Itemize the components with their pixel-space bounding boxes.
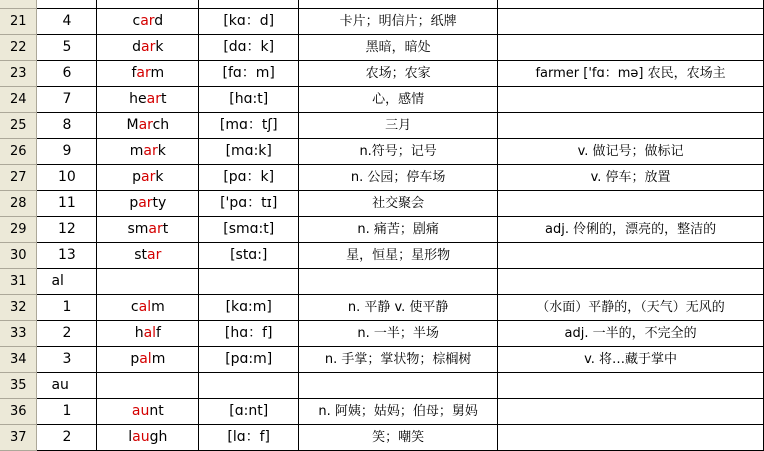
word-cell[interactable] — [97, 60, 199, 86]
row-header[interactable]: 34 — [0, 346, 37, 372]
cell[interactable] — [97, 0, 199, 8]
word-suffix: t — [162, 220, 169, 237]
group-cell[interactable]: al — [37, 268, 97, 294]
word-cell[interactable] — [97, 8, 199, 34]
table-row — [0, 242, 764, 268]
meaning-cell[interactable]: n. 痛苦；剧痛 — [299, 216, 498, 242]
word-suffix: ch — [152, 116, 170, 133]
extra-cell[interactable]: v. 做记号；做标记 — [498, 138, 764, 164]
word-cell[interactable] — [97, 190, 199, 216]
table-row — [0, 60, 764, 86]
number-cell[interactable]: 3 — [37, 346, 97, 372]
row-header[interactable]: 24 — [0, 86, 37, 112]
meaning-cell[interactable]: 三月 — [299, 112, 498, 138]
phonetic-cell[interactable]: [stɑ:] — [199, 242, 299, 268]
word-highlight: ar — [138, 116, 153, 133]
cell[interactable] — [498, 372, 764, 398]
word-highlight: al — [139, 350, 152, 367]
extra-cell[interactable]: adj. 一半的，不完全的 — [498, 320, 764, 346]
extra-cell[interactable] — [498, 86, 764, 112]
word-suffix: m — [151, 298, 165, 315]
row-header[interactable]: 26 — [0, 138, 37, 164]
meaning-cell[interactable]: 心，感情 — [299, 86, 498, 112]
word-cell[interactable] — [97, 424, 199, 450]
word-cell[interactable] — [97, 398, 199, 424]
number-cell[interactable]: 6 — [37, 60, 97, 86]
table-row — [0, 190, 764, 216]
extra-cell[interactable]: adj. 伶俐的，漂亮的，整洁的 — [498, 216, 764, 242]
table-row — [0, 268, 764, 294]
word-cell[interactable] — [97, 164, 199, 190]
word-cell[interactable] — [97, 138, 199, 164]
phonetic-cell[interactable]: [pɑ：k] — [199, 164, 299, 190]
word-prefix: f — [131, 64, 137, 81]
number-cell[interactable]: 1 — [37, 294, 97, 320]
phonetic-cell[interactable]: [ɑ:nt] — [199, 398, 299, 424]
cell[interactable] — [299, 372, 498, 398]
number-cell[interactable]: 5 — [37, 34, 97, 60]
number-cell[interactable]: 11 — [37, 190, 97, 216]
phonetic-cell[interactable]: [hɑ:t] — [199, 86, 299, 112]
extra-cell[interactable] — [498, 242, 764, 268]
word-suffix: ty — [152, 194, 167, 211]
cell[interactable] — [199, 0, 299, 8]
phonetic-cell[interactable]: [lɑ：f] — [199, 424, 299, 450]
word-prefix: st — [134, 246, 148, 263]
number-cell[interactable]: 13 — [37, 242, 97, 268]
extra-cell[interactable]: （水面）平静的，（天气）无风的 — [498, 294, 764, 320]
table-row — [0, 8, 764, 34]
phonetic-cell[interactable]: [mɑ:k] — [199, 138, 299, 164]
row-header[interactable]: 29 — [0, 216, 37, 242]
word-suffix: d — [154, 12, 164, 29]
cell[interactable] — [97, 372, 199, 398]
word-suffix: nt — [149, 402, 164, 419]
partial-row-top — [0, 0, 764, 8]
cell[interactable] — [97, 268, 199, 294]
word-cell[interactable] — [97, 86, 199, 112]
number-cell[interactable]: 7 — [37, 86, 97, 112]
word-prefix: c — [130, 298, 139, 315]
extra-cell[interactable]: farmer ['fɑ：mə] 农民，农场主 — [498, 60, 764, 86]
word-suffix: k — [157, 142, 166, 159]
number-cell[interactable]: 12 — [37, 216, 97, 242]
extra-cell[interactable]: v. 停车；放置 — [498, 164, 764, 190]
meaning-cell[interactable]: 笑；嘲笑 — [299, 424, 498, 450]
word-highlight: ar — [148, 220, 163, 237]
word-suffix: m — [151, 350, 166, 367]
extra-cell[interactable] — [498, 424, 764, 450]
table-row — [0, 398, 764, 424]
table-row — [0, 346, 764, 372]
table-row — [0, 372, 764, 398]
word-highlight: ar — [141, 168, 156, 185]
word-highlight: ar — [146, 90, 161, 107]
phonetic-cell[interactable]: [kɑ:m] — [199, 294, 299, 320]
extra-cell[interactable]: v. 将…藏于掌中 — [498, 346, 764, 372]
word-highlight: au — [131, 402, 150, 419]
word-cell[interactable] — [97, 242, 199, 268]
word-prefix: p — [132, 168, 142, 185]
row-header[interactable]: 27 — [0, 164, 37, 190]
phonetic-cell[interactable]: [dɑ：k] — [199, 34, 299, 60]
word-highlight: ar — [141, 38, 156, 55]
number-cell[interactable]: 10 — [37, 164, 97, 190]
word-suffix: k — [155, 38, 164, 55]
word-prefix: M — [126, 116, 139, 133]
row-header[interactable]: 30 — [0, 242, 37, 268]
phonetic-cell[interactable]: ['pɑ：tɪ] — [199, 190, 299, 216]
word-highlight: ar — [138, 194, 153, 211]
table-row — [0, 294, 764, 320]
word-suffix: gh — [149, 428, 168, 445]
word-prefix: sm — [127, 220, 149, 237]
word-suffix: m — [150, 64, 165, 81]
extra-cell[interactable] — [498, 8, 764, 34]
word-prefix: p — [130, 350, 140, 367]
table-row — [0, 164, 764, 190]
row-header[interactable]: 35 — [0, 372, 37, 398]
number-cell[interactable]: 2 — [37, 320, 97, 346]
cell[interactable] — [37, 0, 97, 8]
table-row — [0, 86, 764, 112]
extra-cell[interactable] — [498, 190, 764, 216]
cell[interactable] — [498, 0, 764, 8]
word-prefix: l — [128, 428, 133, 445]
meaning-cell[interactable]: n. 公园；停车场 — [299, 164, 498, 190]
word-highlight: au — [132, 428, 150, 445]
word-cell[interactable] — [97, 112, 199, 138]
meaning-cell[interactable]: n. 阿姨；姑妈；伯母；舅妈 — [299, 398, 498, 424]
phonetic-cell[interactable]: [fɑ：m] — [199, 60, 299, 86]
row-header[interactable]: 22 — [0, 34, 37, 60]
word-highlight: ar — [136, 64, 151, 81]
row-header[interactable]: 31 — [0, 268, 37, 294]
meaning-cell[interactable]: n.符号；记号 — [299, 138, 498, 164]
number-cell[interactable]: 1 — [37, 398, 97, 424]
meaning-cell[interactable]: 星，恒星；星形物 — [299, 242, 498, 268]
cell[interactable] — [498, 268, 764, 294]
meaning-cell[interactable]: n. 手掌；掌状物；棕榈树 — [299, 346, 498, 372]
meaning-cell[interactable]: 社交聚会 — [299, 190, 498, 216]
row-header[interactable]: 21 — [0, 8, 37, 34]
word-cell[interactable] — [97, 34, 199, 60]
row-header[interactable]: 33 — [0, 320, 37, 346]
table-row — [0, 34, 764, 60]
cell[interactable] — [299, 268, 498, 294]
table-row — [0, 112, 764, 138]
word-highlight: ar — [147, 246, 162, 263]
row-header[interactable]: 37 — [0, 424, 37, 450]
phonetic-cell[interactable]: [smɑ:t] — [199, 216, 299, 242]
extra-cell[interactable] — [498, 112, 764, 138]
table-row — [0, 424, 764, 450]
number-cell[interactable]: 8 — [37, 112, 97, 138]
word-suffix: f — [156, 324, 161, 341]
phonetic-cell[interactable]: [pɑ:m] — [199, 346, 299, 372]
phonetic-cell[interactable]: [mɑ：tʃ] — [199, 112, 299, 138]
table-row — [0, 138, 764, 164]
number-cell[interactable]: 2 — [37, 424, 97, 450]
word-highlight: al — [143, 324, 157, 341]
cell[interactable] — [299, 0, 498, 8]
word-prefix: h — [134, 324, 144, 341]
word-prefix: he — [129, 90, 147, 107]
word-highlight: ar — [140, 12, 155, 29]
word-prefix: p — [129, 194, 139, 211]
cell[interactable] — [199, 268, 299, 294]
word-prefix: d — [132, 38, 142, 55]
word-highlight: al — [138, 298, 152, 315]
table-row — [0, 320, 764, 346]
table-row — [0, 216, 764, 242]
word-prefix: m — [129, 142, 144, 159]
word-suffix: t — [161, 90, 167, 107]
cell[interactable] — [199, 372, 299, 398]
phonetic-cell[interactable]: [hɑ：f] — [199, 320, 299, 346]
phonetic-cell[interactable]: [kɑ：d] — [199, 8, 299, 34]
meaning-cell[interactable]: n. 平静 v. 使平静 — [299, 294, 498, 320]
row-header[interactable] — [0, 0, 37, 8]
extra-cell[interactable] — [498, 34, 764, 60]
word-highlight: ar — [143, 142, 158, 159]
row-header[interactable]: 36 — [0, 398, 37, 424]
meaning-cell[interactable]: 卡片；明信片；纸牌 — [299, 8, 498, 34]
meaning-cell[interactable]: 黑暗，暗处 — [299, 34, 498, 60]
word-cell[interactable] — [97, 320, 199, 346]
word-prefix: c — [132, 12, 141, 29]
word-cell[interactable] — [97, 346, 199, 372]
number-cell[interactable]: 4 — [37, 8, 97, 34]
word-suffix: k — [155, 168, 164, 185]
word-cell[interactable] — [97, 216, 199, 242]
row-header[interactable]: 25 — [0, 112, 37, 138]
row-header[interactable]: 32 — [0, 294, 37, 320]
extra-cell[interactable] — [498, 398, 764, 424]
word-cell[interactable] — [97, 294, 199, 320]
number-cell[interactable]: 9 — [37, 138, 97, 164]
row-header[interactable]: 28 — [0, 190, 37, 216]
row-header[interactable]: 23 — [0, 60, 37, 86]
group-cell[interactable]: au — [37, 372, 97, 398]
meaning-cell[interactable]: n. 一半；半场 — [299, 320, 498, 346]
meaning-cell[interactable]: 农场；农家 — [299, 60, 498, 86]
